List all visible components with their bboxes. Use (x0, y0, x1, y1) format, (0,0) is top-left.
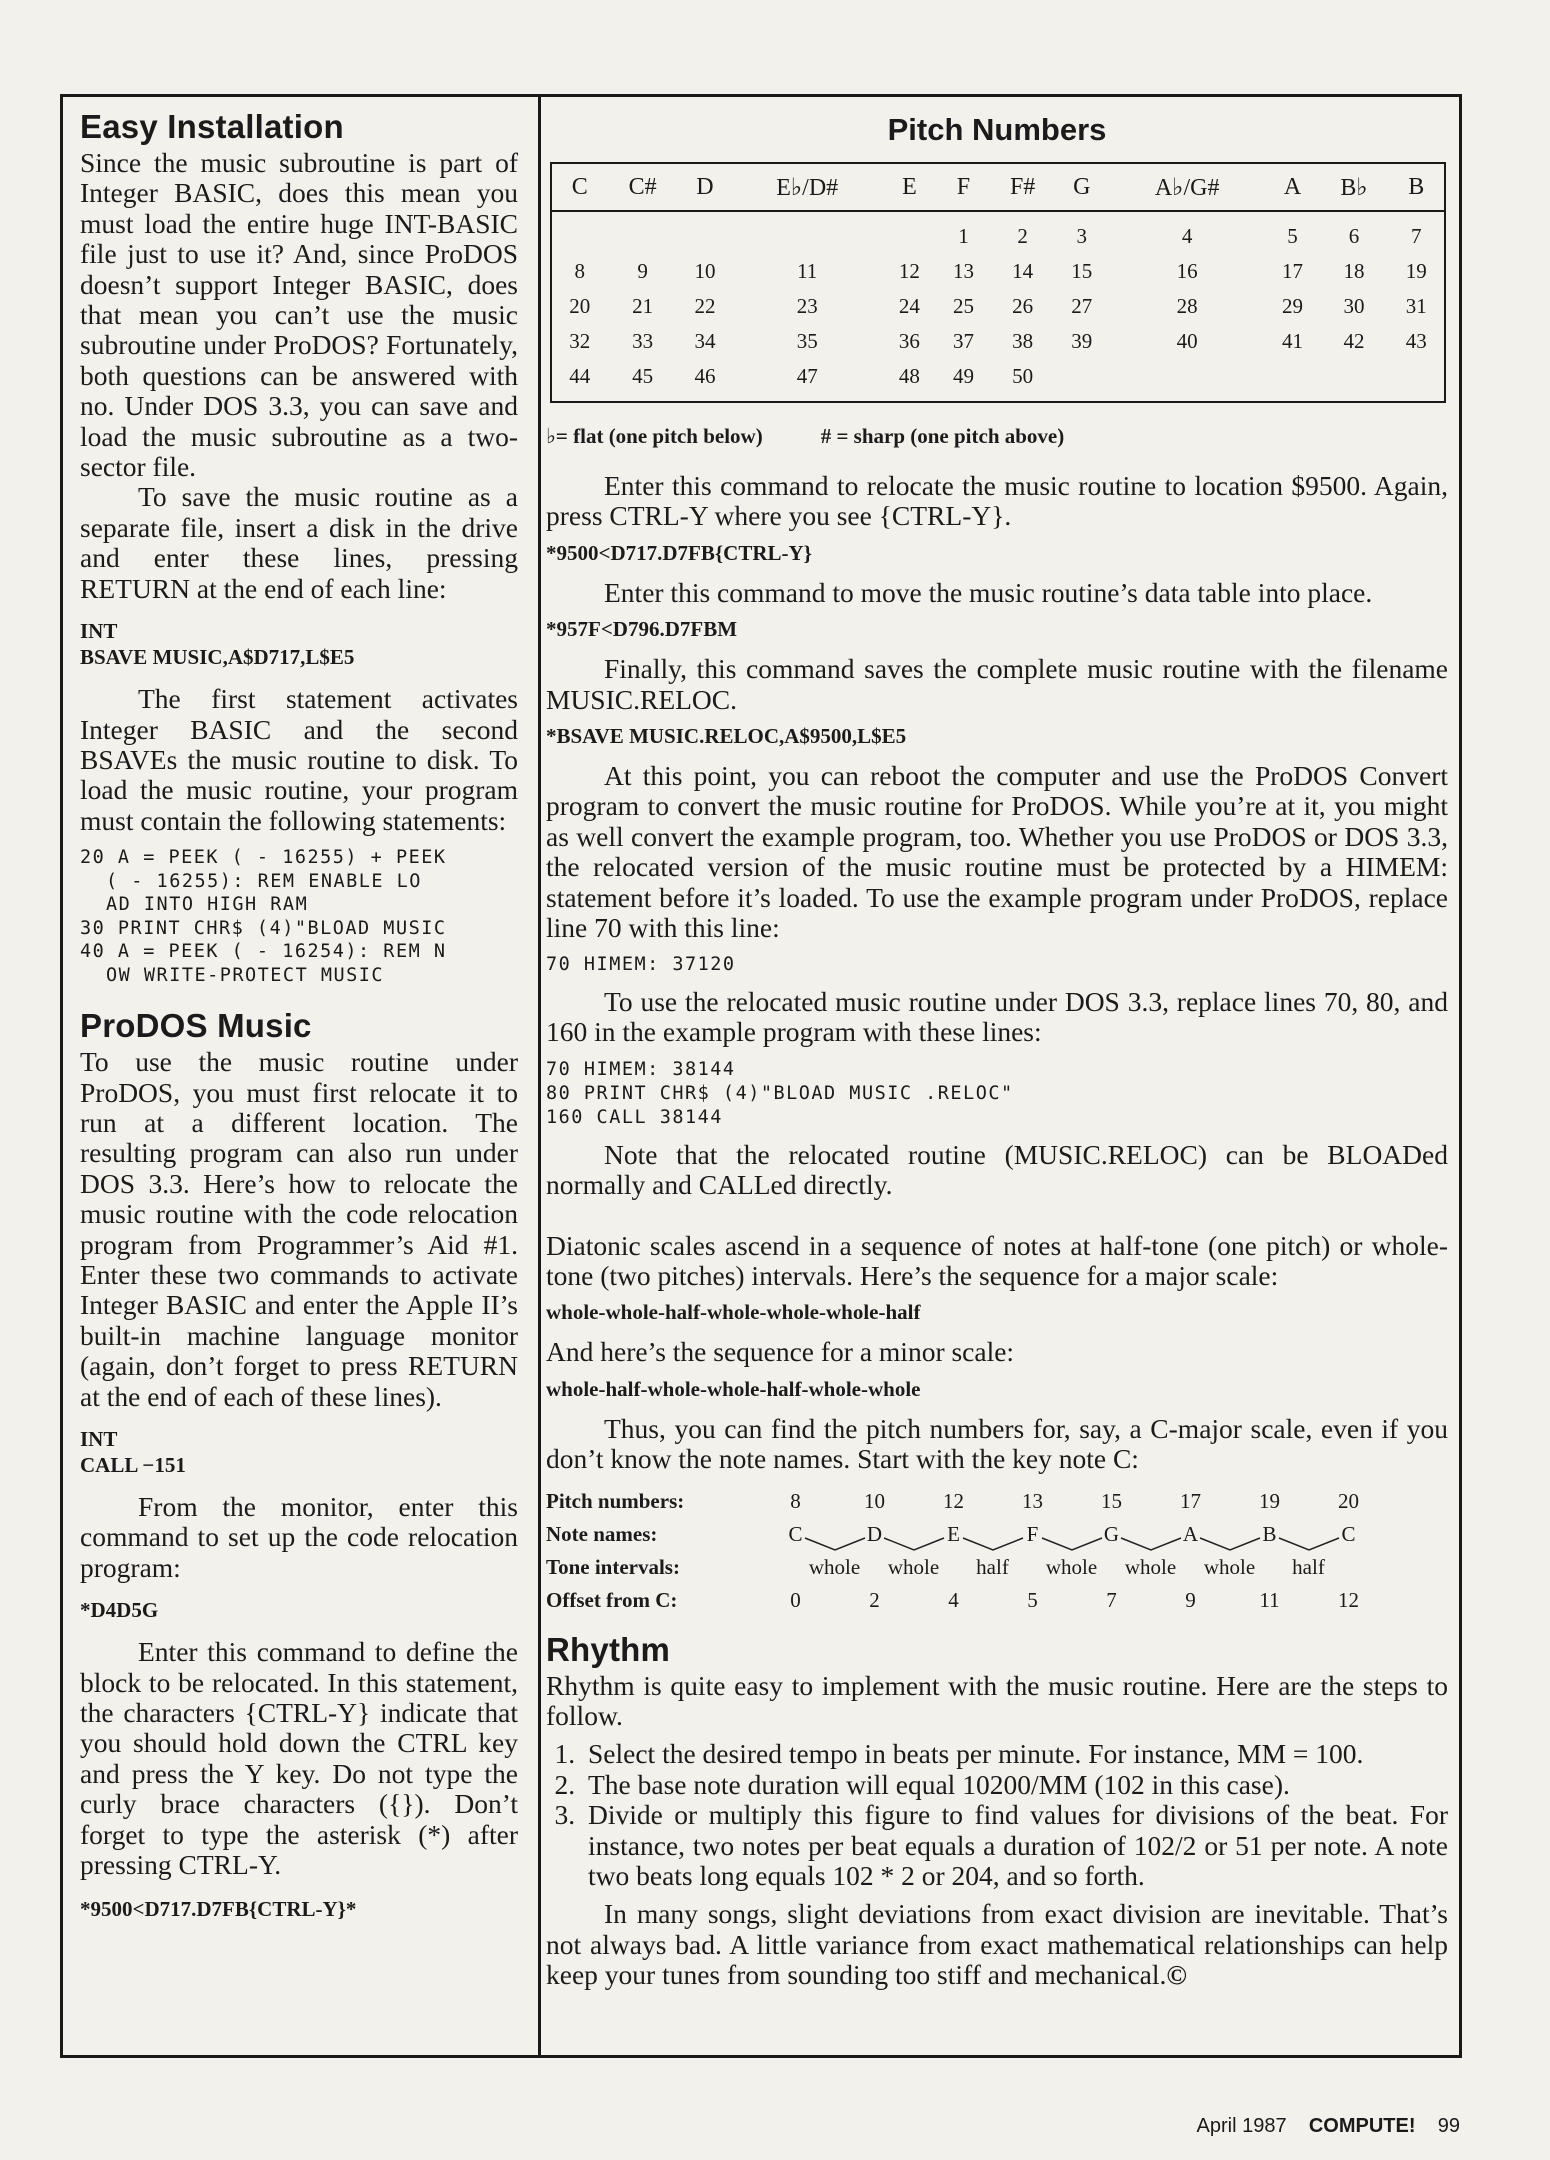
pitch-table-header (551, 163, 1445, 211)
scale-pitch: 20 (1338, 1488, 1359, 1513)
code-line: 80 PRINT CHR$ (4)"BLOAD MUSIC .RELOC" (546, 1082, 1014, 1104)
interval-mark (1121, 1538, 1181, 1550)
scale-offset: 7 (1106, 1587, 1117, 1612)
scale-label: Pitch numbers: (546, 1488, 685, 1513)
command-line: *9500<D717.D7FB{CTRL-Y}* (80, 1897, 357, 1922)
interval-mark (1042, 1538, 1102, 1550)
paragraph: The first statement activates Integer BASIC and the second BSAVEs the music routine to disk. To load the music routine, your program must contain the following statements: (80, 683, 518, 836)
paragraph: And here’s the sequence for a minor scale: (546, 1336, 1015, 1368)
pitch-cell (1320, 359, 1389, 402)
pitch-cell: 6 (1348, 224, 1360, 248)
code-line: 30 PRINT CHR$ (4)"BLOAD MUSIC (80, 917, 447, 939)
paragraph: Since the music subroutine is part of Integer BASIC, does this mean you must load the entire huge INT-BASIC file just to use it? And, since ProDOS doesn’t support Integer BASIC, does that mean you can’t use the music subroutine under ProDOS? Fortunately, both questions can be answered with no. Under DOS 3.3, you can save and load the music subroutine as a two-sector file. (80, 147, 518, 483)
list-item: 1. Select the desired tempo in beats per minute. For instance, MM = 100. (582, 1739, 1448, 1769)
interval-mark (1200, 1538, 1260, 1550)
scale-row-offset (546, 1584, 1448, 1617)
command-line: *9500<D717.D7FB{CTRL-Y} (546, 540, 812, 565)
scale-pitch: 19 (1259, 1488, 1280, 1513)
pitch-cell: 12 (898, 259, 920, 283)
paragraph: To use the music routine under ProDOS, you must first relocate it to run at a different location. The resulting program can also run under DOS 3.3. Here’s how to relocate the music routine with the code relocation program from Programmer’s Aid #1. Enter these two commands to activate Integer BASIC and enter the Apple II’s built-in machine language monitor (again, don’t forget to press RETURN at the end of each of these lines). (80, 1046, 518, 1412)
pitch-cell (882, 211, 936, 254)
code-listing (546, 1058, 1448, 1130)
heading-prodos-music: ProDOS Music (80, 1007, 312, 1045)
note-header: B♭ (1320, 163, 1389, 211)
paragraph: Enter this command to move the music routine’s data table into place. (604, 576, 1373, 608)
paragraph: Enter this command to relocate the music routine to location $9500. Again, press CTRL-Y where you see {CTRL-Y}. (546, 470, 1448, 532)
scale-interval: whole (887, 1554, 940, 1579)
note-header: G (1055, 163, 1109, 211)
pitch-cell: 35 (796, 329, 818, 353)
scale-offset: 0 (790, 1587, 801, 1612)
code-line: 20 A = PEEK ( - 16255) + PEEK (80, 847, 447, 869)
pitch-cell: 4 (1181, 224, 1193, 248)
paragraph (546, 1899, 1448, 1990)
code-line: 70 HIMEM: 37120 (546, 954, 736, 976)
pitch-cell: 45 (632, 364, 654, 388)
pitch-cell: 43 (1405, 329, 1427, 353)
interval-marks (546, 1532, 1446, 1554)
scale-pitch: 10 (864, 1488, 885, 1513)
paragraph: Rhythm is quite easy to implement with the music routine. Here are the steps to follow. (546, 1669, 1448, 1732)
left-column (80, 108, 518, 1936)
pitch-table-title: Pitch Numbers (887, 112, 1107, 147)
pitch-cell: 23 (796, 294, 818, 318)
scale-offset: 2 (869, 1587, 880, 1612)
pitch-cell: 21 (632, 294, 654, 318)
command-line: INT (80, 1427, 118, 1451)
pitch-cell: 40 (1176, 329, 1198, 353)
pitch-cell: 47 (796, 364, 818, 388)
note-header: F (936, 163, 990, 211)
paragraph: Note that the relocated routine (MUSIC.RELOC) can be BLOADed normally and CALLed directly. (546, 1138, 1448, 1201)
command-line: BSAVE MUSIC,A$D717,L$E5 (80, 645, 355, 670)
scale-label: Offset from C: (546, 1587, 678, 1612)
pitch-cell: 25 (952, 294, 974, 318)
pitch-cell: 9 (637, 259, 648, 283)
paragraph: To use the relocated music routine under DOS 3.3, replace lines 70, 80, and 160 in the example program with these lines: (546, 985, 1448, 1048)
paragraph: Diatonic scales ascend in a sequence of notes at half-tone (one pitch) or whole-tone (two pitches) intervals. Here’s the sequence for a major scale: (546, 1229, 1448, 1291)
command-line: *BSAVE MUSIC.RELOC,A$9500,L$E5 (546, 724, 907, 749)
pitch-cell: 7 (1410, 224, 1422, 248)
scale-row-pitch (546, 1485, 1448, 1518)
pitch-cell: 19 (1405, 259, 1427, 283)
scale-pitch: 13 (1022, 1488, 1043, 1513)
command-line: INT (80, 619, 118, 644)
pitch-cell: 49 (952, 364, 974, 388)
note-header: C# (607, 163, 678, 211)
sharp-legend: # = sharp (one pitch above) (820, 424, 1065, 448)
pitch-cell: 10 (694, 259, 716, 283)
pitch-cell: 48 (898, 364, 920, 388)
column-divider (538, 94, 541, 2058)
command-line: *D4D5G (80, 1598, 159, 1623)
rhythm-steps (546, 1739, 1448, 1891)
note-header: B (1388, 163, 1445, 211)
code-line: AD INTO HIGH RAM (106, 894, 309, 916)
pitch-cell: 42 (1343, 329, 1365, 353)
scale-offset: 12 (1338, 1587, 1359, 1612)
scale-note: C (1341, 1521, 1356, 1546)
pitch-cell: 18 (1343, 259, 1365, 283)
paragraph: From the monitor, enter this command to set up the code relocation program: (80, 1491, 518, 1583)
pitch-cell: 17 (1282, 259, 1304, 283)
pitch-cell: 32 (569, 329, 591, 353)
code-line: 40 A = PEEK ( - 16254): REM N (80, 941, 447, 963)
pitch-table (550, 162, 1446, 403)
note-header: C (551, 163, 607, 211)
paragraph: Finally, this command saves the complete music routine with the filename MUSIC.RELOC. (546, 653, 1448, 715)
code-line: ( - 16255): REM ENABLE LO (106, 870, 422, 892)
scale-pitch: 8 (790, 1488, 801, 1513)
scale-row-notes (546, 1518, 1448, 1551)
magazine-name: COMPUTE! (1308, 2115, 1416, 2137)
flat-legend: ♭= flat (one pitch below) (546, 424, 763, 448)
scale-offset: 4 (948, 1587, 959, 1612)
pitch-cell: 37 (952, 329, 974, 353)
scale-pitch: 15 (1101, 1488, 1122, 1513)
scale-note: A (1182, 1521, 1199, 1546)
pitch-cell: 30 (1343, 294, 1365, 318)
pitch-cell (1055, 359, 1109, 402)
scale-offset: 9 (1185, 1587, 1196, 1612)
note-header: A (1266, 163, 1320, 211)
note-header: F# (990, 163, 1054, 211)
heading-rhythm: Rhythm (546, 1630, 671, 1668)
pitch-table-row (551, 254, 1445, 289)
pitch-cell: 20 (569, 294, 591, 318)
command-block (80, 618, 518, 670)
scale-interval: half (1292, 1554, 1325, 1579)
pitch-cell: 50 (1012, 364, 1034, 388)
pitch-cell: 15 (1071, 259, 1093, 283)
pitch-cell: 1 (958, 224, 969, 248)
scale-interval: whole (808, 1554, 861, 1579)
pitch-table-row (551, 359, 1445, 402)
pitch-cell: 41 (1282, 329, 1304, 353)
note-header: E (882, 163, 936, 211)
pitch-cell: 22 (694, 294, 716, 318)
paragraph: At this point, you can reboot the computer and use the ProDOS Convert program to convert the music routine for ProDOS. While you’re at it, you might as well convert the example program, too. Whether you use ProDOS or DOS 3.3, the relocated version of the music routine must be protected by a HIMEM: statement before it’s loaded. To use the example program under ProDOS, replace line 70 with this line: (546, 760, 1448, 944)
pitch-cell: 13 (952, 259, 974, 283)
issue-date: April 1987 (1196, 2115, 1287, 2137)
scale-label: Note names: (546, 1521, 658, 1546)
pitch-cell: 44 (569, 364, 591, 388)
scale-note: E (947, 1521, 960, 1546)
pitch-cell (551, 211, 607, 254)
pitch-cell: 39 (1071, 329, 1093, 353)
pitch-cell: 33 (632, 329, 654, 353)
code-line: OW WRITE-PROTECT MUSIC (106, 964, 385, 986)
pitch-cell: 29 (1282, 294, 1304, 318)
note-header: D (678, 163, 732, 211)
command-line: CALL −151 (80, 1453, 186, 1477)
command-block (80, 1426, 518, 1478)
pitch-cell: 36 (898, 329, 920, 353)
scale-row-intervals (546, 1551, 1448, 1584)
pitch-cell (732, 211, 882, 254)
scale-pitch: 12 (943, 1488, 964, 1513)
paragraph: Enter this command to define the block to be relocated. In this statement, the characters {CTRL-Y} indicate that you should hold down the CTRL key and press the Y key. Do not type the curly brace characters ({}). Don’t forget to type the asterisk (*) after pressing CTRL-Y. (80, 1636, 518, 1881)
list-item: 2. The base note duration will equal 10200/MM (102 in this case). (582, 1770, 1448, 1800)
code-listing (80, 846, 518, 987)
pitch-cell (678, 211, 732, 254)
pitch-cell: 31 (1405, 294, 1427, 318)
pitch-cell: 2 (1017, 224, 1028, 248)
end-mark: © (1166, 1959, 1187, 1991)
pitch-cell: 24 (898, 294, 920, 318)
pitch-cell (1109, 359, 1266, 402)
interval-mark (1279, 1538, 1339, 1550)
pitch-cell (607, 211, 678, 254)
scale-interval: whole (1124, 1554, 1177, 1579)
pitch-cell: 16 (1176, 259, 1198, 283)
scale-note: F (1026, 1521, 1039, 1546)
scale-note: C (788, 1521, 803, 1546)
paragraph: To save the music routine as a separate file, insert a disk in the drive and enter these lines, pressing RETURN at the end of each line: (80, 481, 518, 604)
pitch-cell: 38 (1012, 329, 1034, 353)
right-column (546, 108, 1448, 1991)
c-major-scale-table (546, 1485, 1448, 1617)
pitch-cell: 46 (694, 364, 716, 388)
pitch-cell: 34 (694, 329, 716, 353)
note-header: E♭/D# (732, 163, 882, 211)
scale-offset: 11 (1259, 1587, 1280, 1612)
pitch-cell (1388, 359, 1445, 402)
scale-note: D (866, 1521, 883, 1546)
code-line: 160 CALL 38144 (546, 1106, 723, 1128)
pitch-cell: 3 (1076, 224, 1088, 248)
pitch-cell: 14 (1012, 259, 1034, 283)
note-header: A♭/G# (1109, 163, 1266, 211)
scale-interval: whole (1045, 1554, 1098, 1579)
page-footer (1197, 2115, 1460, 2138)
scale-note: G (1103, 1521, 1120, 1546)
scale-interval: half (976, 1554, 1009, 1579)
list-item: 3. Divide or multiply this figure to find values for divisions of the beat. For instance, two notes per beat equals a duration of 102/2 or 51 per note. A note two beats long equals 102 * 2 or 204, and so forth. (582, 1800, 1448, 1891)
heading-easy-installation: Easy Installation (80, 108, 344, 145)
pitch-table-row (551, 289, 1445, 324)
command-line: *957F<D796.D7FBM (546, 617, 738, 642)
pitch-table-row (551, 211, 1445, 254)
pitch-cell: 8 (574, 259, 585, 283)
pitch-cell: 5 (1287, 224, 1298, 248)
paragraph: Thus, you can find the pitch numbers for, say, a C-major scale, even if you don’t know the note names. Start with the key note C: (546, 1412, 1448, 1475)
pitch-cell (1266, 359, 1320, 402)
pitch-cell: 28 (1176, 294, 1198, 318)
scale-pitch: 17 (1180, 1488, 1201, 1513)
pitch-legend (546, 423, 1448, 449)
minor-scale-sequence: whole-half-whole-whole-half-whole-whole (546, 1376, 921, 1401)
pitch-table-row (551, 324, 1445, 359)
scale-label: Tone intervals: (546, 1554, 680, 1579)
scale-note: B (1262, 1521, 1277, 1546)
interval-mark (963, 1538, 1023, 1550)
interval-mark (884, 1538, 944, 1550)
paragraph-text: In many songs, slight deviations from exact division are inevitable. That’s not always bad. A little variance from exact mathematical relationships can help keep your tunes from sounding too stiff and mechanical. (546, 1898, 1448, 1991)
interval-mark (805, 1538, 865, 1550)
major-scale-sequence: whole-whole-half-whole-whole-whole-half (546, 1300, 921, 1325)
pitch-cell: 27 (1071, 294, 1093, 318)
pitch-cell: 26 (1012, 294, 1034, 318)
page-number: 99 (1437, 2115, 1460, 2137)
scale-offset: 5 (1027, 1587, 1038, 1612)
pitch-cell: 11 (797, 259, 818, 283)
scale-interval: whole (1203, 1554, 1256, 1579)
code-line: 70 HIMEM: 38144 (546, 1058, 736, 1080)
